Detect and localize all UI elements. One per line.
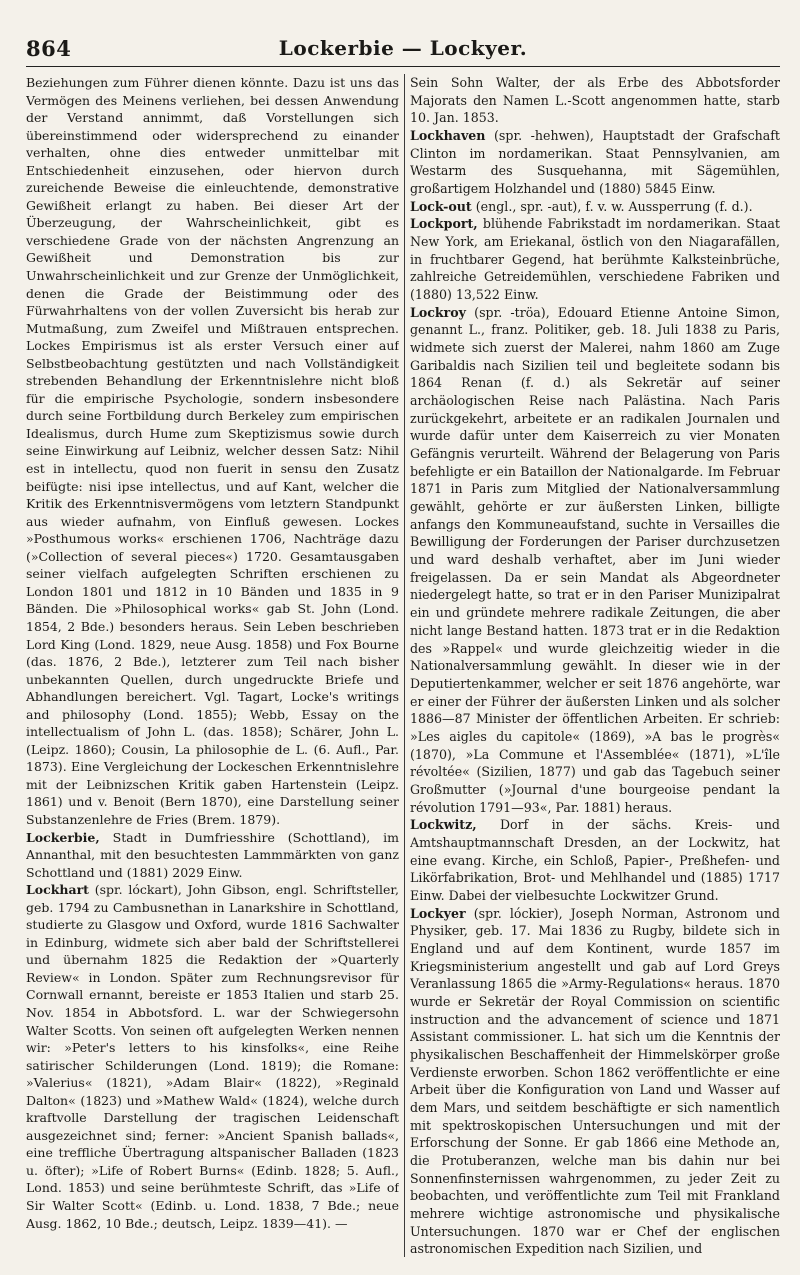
- entry-lock-out: [410, 198, 780, 216]
- headword-lockwitz: Lockwitz,: [410, 817, 477, 833]
- entry-lockport-text: blühende Fabrikstadt im nordamerikan. Staat New York, am Eriekanal, östlich von den Niagarafällen, in fruchtbarer Gegend, hat berühmte Kalksteinbrüche, zahlreiche Getreidemühlen, verschiedene Fabriken und (1880) 13,522 Einw.: [410, 216, 780, 303]
- headword-lockerbie: Lockerbie,: [26, 829, 100, 845]
- page-number: 864: [26, 36, 72, 61]
- headword-lockyer: Lockyer: [410, 905, 466, 921]
- left-column: [26, 74, 399, 1257]
- right-column: [410, 74, 780, 1257]
- headword-lockport: Lockport,: [410, 216, 478, 232]
- entry-lockyer-text: (spr. lóckier), Joseph Norman, Astronom und Physiker, geb. 17. Mai 1836 zu Rugby, bildete sich in England und auf dem Kontinent, wurde 1857 im Kriegsministerium angestellt und gab auf Lord Greys Veranlassung 1865 die »Army-Regulations« heraus. 1870 wurde er Sekretär der Royal Commission on scientific instruction and the advancement of science und 1871 Assistant commissioner. L. hat sich um die Kenntnis der physikalischen Beschaffenheit der Himmelskörper große Verdienste erworben. Schon 1862 veröffentlichte er eine Arbeit über die Konfiguration von Land und Wasser auf dem Mars, und seitdem beschäftigte er sich namentlich mit spektroskopischen Untersuchungen und mit der Erforschung der Sonne. Er gab 1866 eine Methode an, die Protuberanzen, welche man bis dahin nur bei Sonnenfinsternissen wahrgenommen, zu jeder Zeit zu beobachten, und veröffentlichte zum Teil mit Frankland mehrere wichtige astronomische und physikalische Untersuchungen. 1870 war er Chef der englischen astronomischen Expedition nach Sizilien, und: [410, 905, 780, 1257]
- page-body: [26, 74, 780, 1257]
- headword-lockhaven: Lockhaven: [410, 128, 486, 144]
- headword-lockroy: Lockroy: [410, 304, 467, 320]
- entry-lockroy-text: (spr. -tröa), Edouard Etienne Antoine Simon, genannt L., franz. Politiker, geb. 18. Juli 1838 zu Paris, widmete sich zuerst der Malerei, nahm 1860 am Zuge Garibaldis nach Sizilien teil und begleitete sodann bis 1864 Renan (f. d.) als Sekretär auf seiner archäologischen Reise nach Palästina. Nach Paris zurückgekehrt, arbeitete er an radikalen Journalen und wurde dafür unter dem Kaiserreich zu vier Monaten Gefängnis verurteilt. Während der Belagerung von Paris befehligte er ein Bataillon der Nationalgarde. Im Februar 1871 in Paris zum Mitglied der Nationalversammlung gewählt, gehörte er zur äußersten Linken, billigte anfangs den Kommuneaufstand, suchte in Versailles die Bewilligung der Forderungen der Pariser durchzusetzen und ward deshalb verhaftet, aber im Juni wieder freigelassen. Da er sein Mandat als Abgeordneter niedergelegt hatte, so trat er in den Pariser Munizipalrat ein und gründete mehrere radikale Zeitungen, die aber nicht lange Bestand hatten. 1873 trat er in die Redaktion des »Rappel« und wurde gleichzeitig wieder in die Nationalversammlung gewählt. In dieser wie in der Deputiertenkammer, welcher er seit 1876 angehörte, war er einer der Führer der äußersten Linken und als solcher 1886—87 Minister der öffentlichen Arbeiten. Er schrieb: »Les aigles du capitole« (1869), »A bas le progrès« (1870), »La Commune et l'Assemblée« (1871), »L'île révoltée« (Sizilien, 1877) und gab das Tagebuch seiner Großmutter (»Journal d'une bourgeoise pendant la révolution 1791—93«, Par. 1881) heraus.: [410, 304, 780, 815]
- entry-lockhart: [26, 881, 399, 1232]
- entry-lockerbie: [26, 829, 399, 882]
- entry-lockhart-text: (spr. lóckart), John Gibson, engl. Schriftsteller, geb. 1794 zu Cambusnethan in Lanarkshire in Schottland, studierte zu Glasgow und Oxford, wurde 1816 Sachwalter in Edinburg, widmete sich aber bald der Schriftstellerei und übernahm 1825 die Redaktion der »Quarterly Review« in London. Später zum Rechnungsrevisor für Cornwall ernannt, bereiste er 1853 Italien und starb 25. Nov. 1854 in Abbotsford. L. war der Schwiegersohn Walter Scotts. Von seinen oft aufgelegten Werken nennen wir: »Peter's letters to his kinsfolks«, eine Reihe satirischer Schilderungen (Lond. 1819); die Romane: »Valerius« (1821), »Adam Blair« (1822), »Reginald Dalton« (1823) und »Mathew Wald« (1824), welche durch kraftvolle Darstellung der tragischen Leidenschaft ausgezeichnet sind; ferner: »Ancient Spanish ballads«, eine treffliche Übertragung altspanischer Balladen (1823 u. öfter); »Life of Robert Burns« (Edinb. 1828; 5. Aufl., Lond. 1853) und seine berühmteste Schrift, das »Life of Sir Walter Scott« (Edinb. u. Lond. 1838, 7 Bde.; neue Ausg. 1862, 10 Bde.; deutsch, Leipz. 1839—41). —: [26, 882, 399, 1231]
- entry-lockport: [410, 215, 780, 303]
- entry-lockhaven-text: (spr. -hehwen), Hauptstadt der Grafschaft Clinton im nordamerikan. Staat Pennsylvanien, am Westarm des Susquehanna, mit Sägemühlen, großartigem Holzhandel und (1880) 5845 Einw.: [410, 128, 780, 197]
- headword-lockhart: Lockhart: [26, 882, 89, 898]
- running-head: Lockerbie — Lockyer.: [278, 36, 528, 60]
- entry-lockwitz: [410, 816, 780, 904]
- entry-lock-out-text: (engl., spr. -aut), f. v. w. Aussperrung (f. d.).: [471, 198, 753, 214]
- page-header: [26, 36, 780, 67]
- locke-continuation-paragraph: Beziehungen zum Führer dienen könnte. Dazu ist uns das Vermögen des Meinens verliehen, bei dessen Anwendung der Verstand annimmt, daß Vorstellungen sich übereinstimmend oder widersprechend zu einander verhalten, ohne dies entweder unmittelbar mit Entschiedenheit einzusehen, oder hiervon durch zureichende Beweise die einleuchtende, demonstrative Gewißheit erlangt zu haben. Bei dieser Art der Überzeugung, der Wahrscheinlichkeit, gibt es verschiedene Grade von der nächsten Angrenzung an Gewißheit und Demonstration bis zur Unwahrscheinlichkeit und zur Grenze der Unmöglichkeit, denen die Grade der Beistimmung oder des Fürwahrhaltens von der vollen Zuversicht bis herab zur Mutmaßung, zum Zweifel und Mißtrauen entsprechen. Lockes Empirismus ist als erster Versuch einer auf Selbstbeobachtung gestützten und nach Vollständigkeit strebenden Behandlung der Erkenntnislehre nicht bloß für die empirische Psychologie, sondern insbesondere durch seine Fortbildung durch Berkeley zum empirischen Idealismus, durch Hume zum Skeptizismus sowie durch seine Einwirkung auf Leibniz, welcher dessen Satz: Nihil est in intellectu, quod non fuerit in sensu den Zusatz beifügte: nisi ipse intellectus, und auf Kant, welcher die Kritik des Erkenntnisvermögens vom letztern Standpunkt aus wieder aufnahm, von Einfluß gewesen. Lockes »Posthumous works« erschienen 1706, Nachträge dazu (»Collection of several pieces«) 1720. Gesamtausgaben seiner vielfach aufgelegten Schriften erschienen zu London 1801 und 1812 in 10 Bänden und 1835 in 9 Bänden. Die »Philosophical works« gab St. John (Lond. 1854, 2 Bde.) besonders heraus. Sein Leben beschrieben Lord King (Lond. 1829, neue Ausg. 1858) und Fox Bourne (das. 1876, 2 Bde.), letzterer zum Teil nach bisher unbekannten Quellen, durch ungedruckte Briefe und Abhandlungen bereichert. Vgl. Tagart, Locke's writings and philosophy (Lond. 1855); Webb, Essay on the intellectualism of John L. (das. 1858); Schärer, John L. (Leipz. 1860); Cousin, La philosophie de L. (6. Aufl., Par. 1873). Eine Vergleichung der Lockeschen Erkenntnislehre mit der Leibnizschen Kritik gaben Hartenstein (Leipz. 1861) und v. Benoit (Bern 1870), eine Darstellung seiner Substanzenlehre de Fries (Brem. 1879).: [26, 75, 399, 827]
- column-divider: [404, 74, 405, 1257]
- entry-lockwitz-text: Dorf in der sächs. Kreis- und Amtshauptmannschaft Dresden, an der Lockwitz, hat eine evang. Kirche, ein Schloß, Papier-, Preßhefen- und Likörfabrikation, Brot- und Mehlhandel und (1885) 1717 Einw. Dabei der vielbesuchte Lockwitzer Grund.: [410, 817, 780, 903]
- entry-lockroy: [410, 304, 780, 816]
- entry-lockerbie-text: Stadt in Dumfriesshire (Schottland), im Annanthal, mit den besuchtesten Lammmärkten von ganz Schottland und (1881) 2029 Einw.: [26, 829, 399, 880]
- entry-lockhaven: [410, 127, 780, 198]
- lockhart-continuation: Sein Sohn Walter, der als Erbe des Abbotsforder Majorats den Namen L.-Scott angenommen hatte, starb 10. Jan. 1853.: [410, 75, 780, 126]
- entry-lockyer: [410, 905, 780, 1257]
- headword-lock-out: Lock-out: [410, 198, 472, 214]
